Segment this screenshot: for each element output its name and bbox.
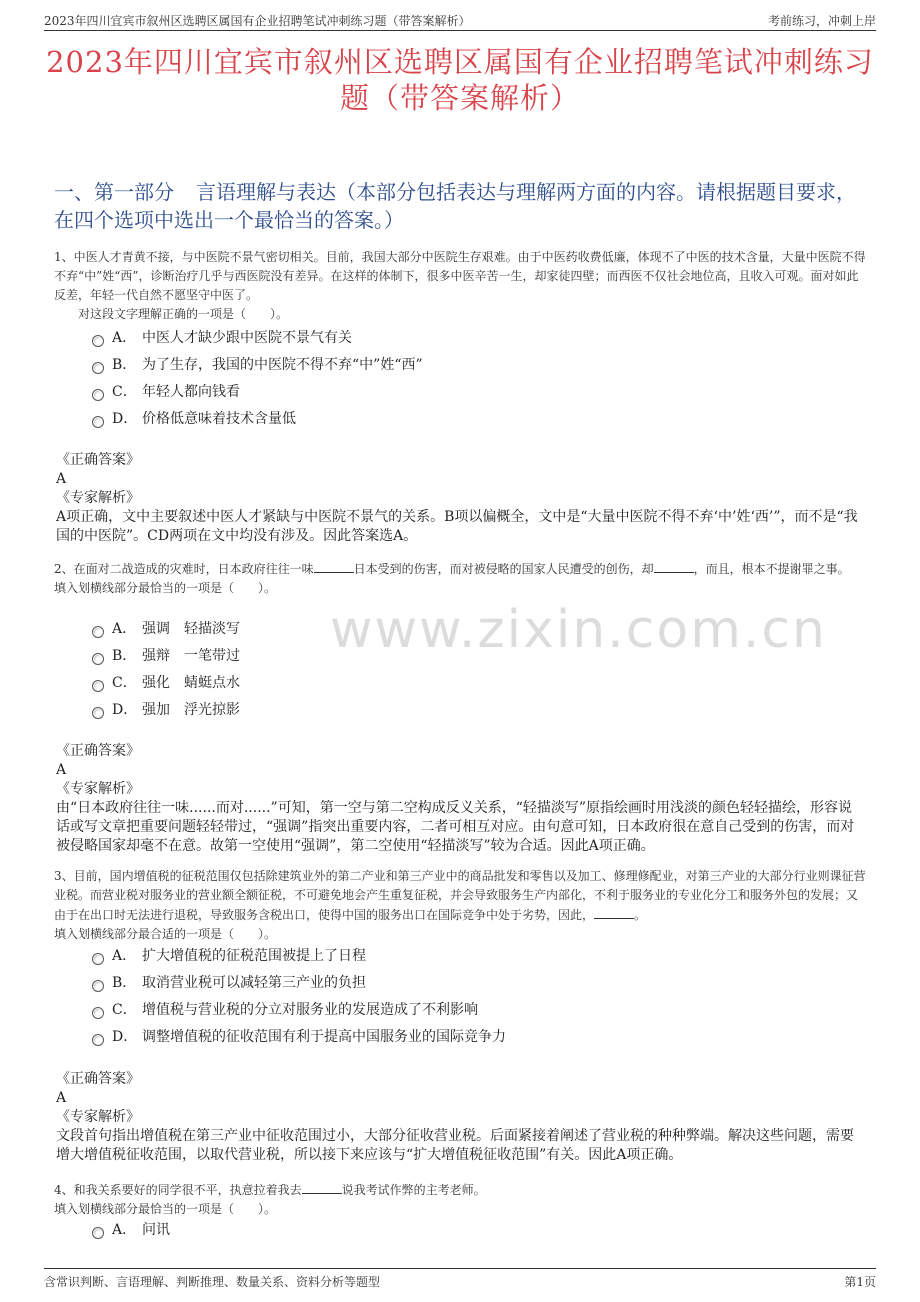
radio-icon[interactable] bbox=[92, 1034, 104, 1046]
radio-icon[interactable] bbox=[92, 707, 104, 719]
question-stem: 1、中医人才青黄不接，与中医院不景气密切相关。目前，我国大部分中医院生存艰难。由于中医药收费低廉，体现不了中医的技术含量，大量中医院不得不弃“中”姓“西”，诊断治疗几乎与西医院没有差异。在这样的体制下，很多中医辛苦一生，却家徒四壁；而西医不仅社会地位高，且收入可观。面对如此反差，年轻一代自然不愿坚守中医了。 bbox=[54, 250, 866, 302]
option-b[interactable]: B． 取消营业税可以减轻第三产业的负担 bbox=[92, 973, 366, 993]
option-c[interactable]: C． 强化 蜻蜓点水 bbox=[92, 673, 240, 693]
option-d[interactable]: D． 价格低意味着技术含量低 bbox=[92, 409, 296, 429]
option-text: 强调 轻描淡写 bbox=[142, 621, 240, 637]
option-b[interactable]: B． 为了生存，我国的中医院不得不弃“中”姓“西” bbox=[92, 355, 423, 375]
radio-icon[interactable] bbox=[92, 626, 104, 638]
option-a[interactable]: A． 扩大增值税的征税范围被提上了日程 bbox=[92, 946, 366, 966]
question-4 bbox=[54, 1180, 866, 1219]
blank-line bbox=[654, 559, 694, 573]
question-prompt: 对这段文字理解正确的一项是（ ）。 bbox=[78, 307, 289, 321]
option-text: 年轻人都向钱看 bbox=[142, 384, 240, 400]
option-text: 中医人才缺少跟中医院不景气有关 bbox=[142, 330, 352, 346]
option-a[interactable]: A． 问讯 bbox=[92, 1220, 170, 1240]
option-text: 增值税与营业税的分立对服务业的发展造成了不利影响 bbox=[142, 1002, 478, 1018]
answer-label: 《正确答案》 bbox=[56, 452, 140, 468]
radio-icon[interactable] bbox=[92, 362, 104, 374]
answer-label: 《正确答案》 bbox=[56, 1071, 140, 1087]
answer-block-2 bbox=[56, 742, 866, 856]
answer-value: A bbox=[56, 471, 67, 487]
question-1 bbox=[54, 248, 866, 324]
option-d[interactable]: D． 强加 浮光掠影 bbox=[92, 700, 240, 720]
radio-icon[interactable] bbox=[92, 1227, 104, 1239]
page-footer bbox=[44, 1268, 876, 1291]
radio-icon[interactable] bbox=[92, 389, 104, 401]
question-2 bbox=[54, 559, 866, 598]
radio-icon[interactable] bbox=[92, 416, 104, 428]
radio-icon[interactable] bbox=[92, 335, 104, 347]
blank-line bbox=[594, 905, 634, 919]
answer-value: A bbox=[56, 762, 67, 778]
analysis-label: 《专家解析》 bbox=[56, 1109, 140, 1125]
radio-icon[interactable] bbox=[92, 680, 104, 692]
page-number: 第1页 bbox=[844, 1275, 876, 1289]
radio-icon[interactable] bbox=[92, 953, 104, 965]
answer-value: A bbox=[56, 1090, 67, 1106]
section-heading bbox=[54, 178, 866, 234]
option-c[interactable]: C． 年轻人都向钱看 bbox=[92, 382, 240, 402]
footer-description: 含常识判断、言语理解、判断推理、数量关系、资料分析等题型 bbox=[44, 1275, 381, 1289]
blank-line bbox=[302, 1180, 342, 1194]
option-c[interactable]: C． 增值税与营业税的分立对服务业的发展造成了不利影响 bbox=[92, 1000, 478, 1020]
radio-icon[interactable] bbox=[92, 1007, 104, 1019]
blank-line bbox=[314, 559, 354, 573]
option-text: 强化 蜻蜓点水 bbox=[142, 675, 240, 691]
question-stem: 2、在面对二战造成的灾难时，日本政府往往一味 日本受到的伤害，而对被侵略的国家人民遭受的创伤，却 ，而且，根本不提谢罪之事。 bbox=[54, 559, 866, 579]
section-part: 一、第一部分 bbox=[54, 180, 174, 204]
page-header bbox=[44, 10, 876, 31]
option-a[interactable]: A． 中医人才缺少跟中医院不景气有关 bbox=[92, 328, 352, 348]
option-a[interactable]: A． 强调 轻描淡写 bbox=[92, 619, 240, 639]
header-doc-title: 2023年四川宜宾市叙州区选聘区属国有企业招聘笔试冲刺练习题（带答案解析） bbox=[44, 14, 471, 28]
option-d[interactable]: D． 调整增值税的征收范围有利于提高中国服务业的国际竞争力 bbox=[92, 1027, 506, 1047]
radio-icon[interactable] bbox=[92, 980, 104, 992]
analysis-text: 由“日本政府往往一味......而对......”可知，第一空与第二空构成反义关系，“轻描淡写”原指绘画时用浅淡的颜色轻轻描绘，形容说话或写文章把重要问题轻轻带过，“强调”指突出重要内容，二者可相互对应。由句意可知，日本政府很在意自己受到的伤害，而对被侵略国家却毫不在意。故第一空使用“强调”，第二空使用“轻描淡写”较为合适。因此A项正确。 bbox=[56, 800, 855, 854]
option-text: 强辩 一笔带过 bbox=[142, 648, 240, 664]
analysis-text: 文段首句指出增值税在第三产业中征收范围过小，大部分征收营业税。后面紧接着阐述了营业税的种种弊端。解决这些问题，需要增大增值税征收范围，以取代营业税，所以接下来应该与“扩大增值税征收范围”有关。因此A项正确。 bbox=[56, 1128, 854, 1163]
analysis-label: 《专家解析》 bbox=[56, 490, 140, 506]
question-3 bbox=[54, 867, 866, 944]
option-text: 为了生存，我国的中医院不得不弃“中”姓“西” bbox=[142, 357, 423, 373]
answer-block-3 bbox=[56, 1070, 866, 1165]
question-stem: 4、和我关系要好的同学很不平，执意拉着我去 说我考试作弊的主考老师。 bbox=[54, 1180, 866, 1200]
option-text: 强加 浮光掠影 bbox=[142, 702, 240, 718]
option-text: 调整增值税的征收范围有利于提高中国服务业的国际竞争力 bbox=[142, 1029, 506, 1045]
document-title: 2023年四川宜宾市叙州区选聘区属国有企业招聘笔试冲刺练习题（带答案解析） bbox=[46, 45, 874, 115]
option-text: 取消营业税可以减轻第三产业的负担 bbox=[142, 975, 366, 991]
option-text: 扩大增值税的征税范围被提上了日程 bbox=[142, 948, 366, 964]
question-prompt: 填入划横线部分最恰当的一项是（ ）。 bbox=[54, 581, 277, 595]
analysis-label: 《专家解析》 bbox=[56, 781, 140, 797]
watermark: www.zixin.com.cn bbox=[330, 600, 827, 660]
radio-icon[interactable] bbox=[92, 653, 104, 665]
question-stem: 3、目前，国内增值税的征税范围仅包括除建筑业外的第二产业和第三产业中的商品批发和零售以及加工、修理修配业，对第三产业的大部分行业则课征营业税。而营业税对服务业的营业额全额征税，不可避免地会产生重复征税，并会导致服务生产内部化，不利于服务业的专业化分工和服务外包的发展；又由于在出口时无法进行退税，导致服务含税出口，使得中国的服务出口在国际竞争中处于劣势，因此， 。 bbox=[54, 869, 866, 922]
answer-label: 《正确答案》 bbox=[56, 743, 140, 759]
answer-block-1 bbox=[56, 451, 866, 546]
option-text: 问讯 bbox=[142, 1222, 170, 1238]
section-description: 言语理解与表达（本部分包括表达与理解两方面的内容。请根据题目要求，在四个选项中选出一个最恰当的答案。） bbox=[54, 180, 856, 232]
header-slogan: 考前练习，冲刺上岸 bbox=[767, 14, 876, 28]
option-text: 价格低意味着技术含量低 bbox=[142, 411, 296, 427]
analysis-text: A项正确，文中主要叙述中医人才紧缺与中医院不景气的关系。B项以偏概全，文中是“大量中医院不得不弃‘中’姓‘西’”，而不是“我国的中医院”。CD两项在文中均没有涉及。因此答案选A。 bbox=[56, 509, 858, 544]
question-prompt: 填入划横线部分最恰当的一项是（ ）。 bbox=[54, 1202, 277, 1216]
option-b[interactable]: B． 强辩 一笔带过 bbox=[92, 646, 240, 666]
question-prompt: 填入划横线部分最合适的一项是（ ）。 bbox=[54, 927, 277, 941]
